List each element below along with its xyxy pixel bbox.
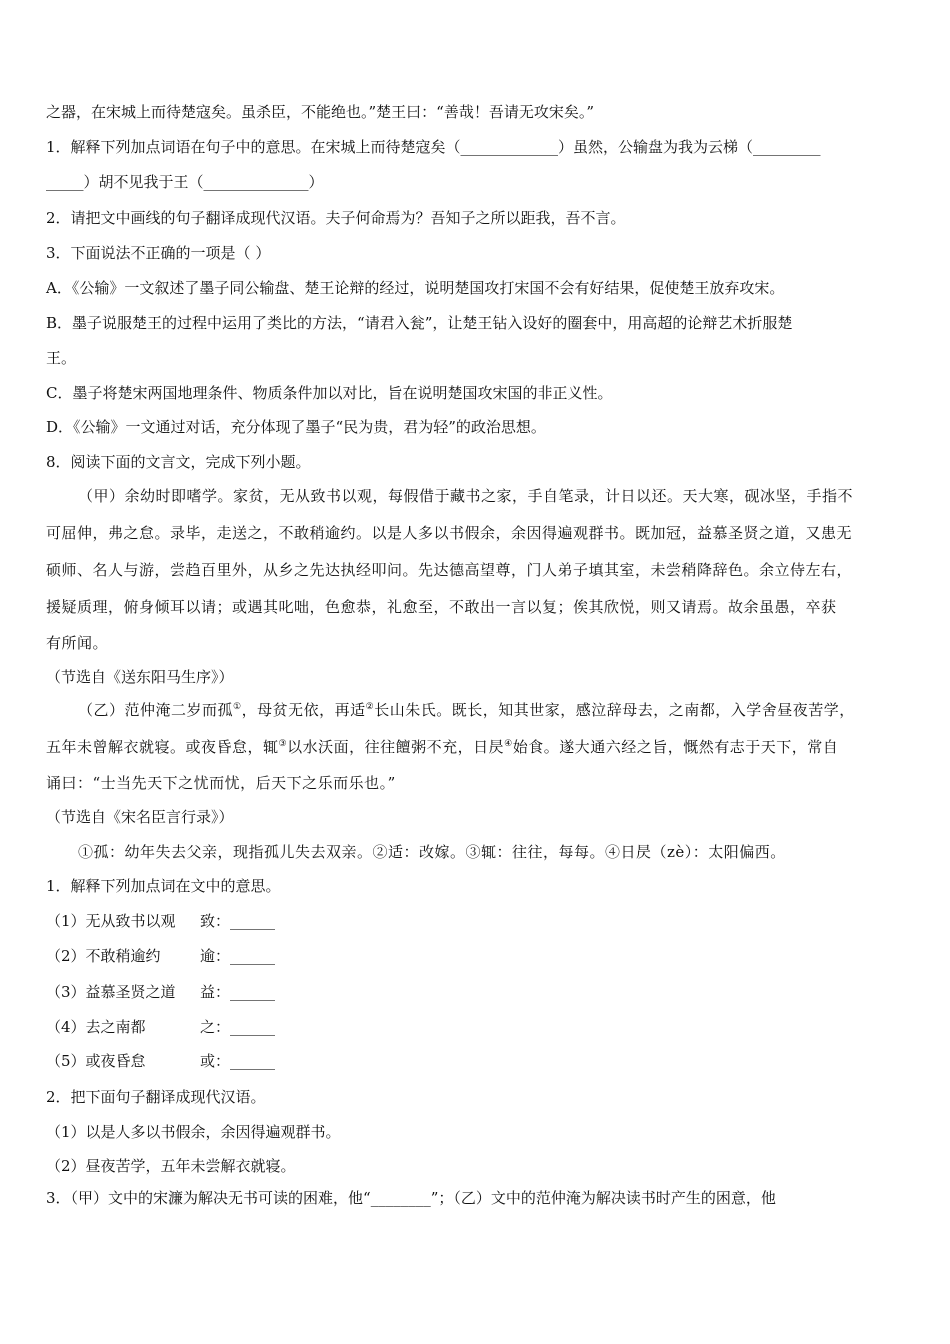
answer-blank: 致：______ (200, 912, 276, 930)
passage-yi-line: （乙）范仲淹二岁而孤①，母贫无依，再适②长山朱氏。既长，知其世家，感泣辞母去，之南都，入学舍昼夜苦学， (78, 701, 855, 719)
source-note: （节选自《送东阳马生序》） (46, 668, 234, 686)
option-a: A．《公输》一文叙述了墨子同公输盘、楚王论辩的经过，说明楚国攻打宋国不会有好结果，促使楚王放弃攻宋。 (46, 279, 785, 297)
footnote-mark: ② (365, 702, 375, 712)
question-line: 3．下面说法不正确的一项是（ ） (46, 244, 271, 262)
passage-yi-line: 诵曰：“士当先天下之忧而忧，后天下之乐而乐也。” (46, 774, 396, 792)
footnote-mark: ③ (278, 739, 288, 749)
sub-question: （2）昼夜苦学，五年未尝解衣就寝。 (46, 1157, 296, 1175)
sub-question: （1）无从致书以观 致：______ (46, 912, 276, 930)
question-line: 2．请把文中画线的句子翻译成现代汉语。夫子何命焉为？吾知子之所以距我，吾不言。 (46, 209, 626, 227)
sub-question: （5）或夜昏怠 或：______ (46, 1052, 276, 1070)
sub-question: （3）益慕圣贤之道 益：______ (46, 983, 276, 1001)
sub-question: （1）以是人多以书假余，余因得遍观群书。 (46, 1123, 341, 1141)
passage-jia-line: 硕师、名人与游，尝趋百里外，从乡之先达执经叩问。先达德高望尊，门人弟子填其室，未尝稍降辞色。余立侍左右， (46, 561, 853, 579)
question-line: _____）胡不见我于王（______________） (46, 173, 324, 191)
answer-blank: 益：______ (200, 983, 276, 1001)
footnotes: ①孤：幼年失去父亲，现指孤儿失去双亲。②适：改嫁。③辄：往往，每每。④日昃（zè）：太阳偏西。 (78, 843, 786, 861)
sub-question: （2）不敢稍逾约 逾：______ (46, 947, 276, 965)
source-note: （节选自《宋名臣言行录》） (46, 808, 234, 826)
passage-yi-line: 五年未曾解衣就寝。或夜昏怠，辄③以水沃面，往往饘粥不充，日昃④始食。遂大通六经之旨，慨然有志于天下，常自 (46, 738, 839, 756)
passage-jia-line: 援疑质理，俯身倾耳以请；或遇其叱咄，色愈恭，礼愈至，不敢出一言以复；俟其欣悦，则又请焉。故余虽愚，卒获 (46, 598, 837, 616)
passage-jia-line: （甲）余幼时即嗜学。家贫，无从致书以观，每假借于藏书之家，手自笔录，计日以还。天大寒，砚冰坚，手指不 (78, 487, 854, 505)
passage-jia-line: 有所闻。 (46, 634, 109, 652)
option-c: C．墨子将楚宋两国地理条件、物质条件加以对比，旨在说明楚国攻宋国的非正义性。 (46, 384, 613, 402)
passage-jia-line: 可屈伸，弗之怠。录毕，走送之，不敢稍逾约。以是人多以书假余，余因得遍观群书。既加冠，益慕圣贤之道，又患无 (46, 524, 853, 542)
question-line: 1．解释下列加点词在文中的意思。 (46, 877, 281, 895)
question-line: 2．把下面句子翻译成现代汉语。 (46, 1088, 266, 1106)
footnote-mark: ④ (504, 739, 513, 749)
option-b: B．墨子说服楚王的过程中运用了类比的方法，“请君入瓮”，让楚王钻入设好的圈套中，用高超的论辩艺术折服楚 (46, 314, 793, 332)
answer-blank: 或：______ (200, 1052, 276, 1070)
question-line: 8．阅读下面的文言文，完成下列小题。 (46, 453, 311, 471)
footnote-mark: ① (233, 702, 242, 712)
option-b-cont: 王。 (46, 349, 77, 367)
question-line: 1．解释下列加点词语在句子中的意思。在宋城上而待楚寇矣（_____________）虽然，公输盘为我为云梯（_________ (46, 138, 821, 156)
answer-blank: 之：______ (200, 1018, 276, 1036)
sub-question: （4）去之南都 之：______ (46, 1018, 276, 1036)
question-line: 3．（甲）文中的宋濂为解决无书可读的困难，他“________”；（乙）文中的范仲淹为解决读书时产生的困意，他 (46, 1189, 776, 1207)
text-line: 之器，在宋城上而待楚寇矣。虽杀臣，不能绝也。”楚王曰：“善哉！吾请无攻宋矣。” (46, 103, 595, 121)
answer-blank: 逾：______ (200, 947, 276, 965)
option-d: D．《公输》一文通过对话，充分体现了墨子“民为贵，君为轻”的政治思想。 (46, 418, 546, 436)
